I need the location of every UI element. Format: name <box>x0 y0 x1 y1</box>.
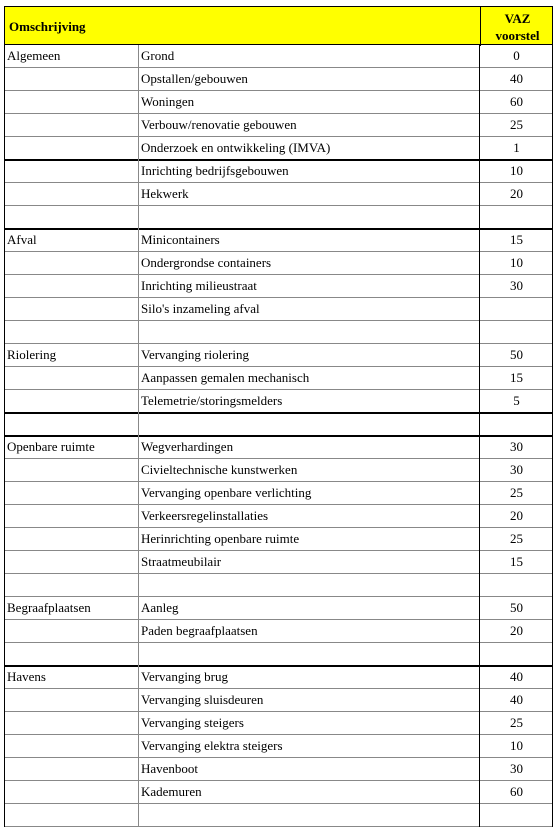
cell-item: Paden begraafplaatsen <box>141 623 258 638</box>
table-row <box>4 459 553 482</box>
table-row <box>4 252 553 275</box>
cell-item: Inrichting bedrijfsgebouwen <box>141 163 289 178</box>
cell-item: Vervanging brug <box>141 669 229 684</box>
header-row <box>4 6 553 45</box>
cell-category: Havens <box>7 669 46 684</box>
cell-value: 10 <box>510 738 523 753</box>
column-divider <box>4 45 5 827</box>
column-divider <box>552 45 553 827</box>
table-row <box>4 114 553 137</box>
table-row <box>4 45 553 68</box>
table-row <box>4 91 553 114</box>
table-row <box>4 804 553 827</box>
cell-category: Afval <box>7 232 37 247</box>
cell-category: Riolering <box>7 347 57 362</box>
table-row <box>4 344 553 367</box>
cell-value: 5 <box>513 393 520 408</box>
table-row <box>4 505 553 528</box>
cell-item: Minicontainers <box>141 232 220 247</box>
cell-item: Herinrichting openbare ruimte <box>141 531 300 546</box>
cell-item: Kademuren <box>141 784 202 799</box>
cell-value: 10 <box>510 163 523 178</box>
table-row <box>4 275 553 298</box>
table-row <box>4 643 553 666</box>
table-row <box>4 390 553 413</box>
table-row <box>4 321 553 344</box>
cell-item: Vervanging openbare verlichting <box>141 485 312 500</box>
table-row <box>4 597 553 620</box>
table-row <box>4 735 553 758</box>
cell-value: 30 <box>510 278 523 293</box>
cell-value: 20 <box>510 508 523 523</box>
cell-value: 60 <box>510 784 523 799</box>
cell-value: 40 <box>510 692 523 707</box>
cell-value: 15 <box>510 232 523 247</box>
table-row <box>4 666 553 689</box>
cell-item: Hekwerk <box>141 186 189 201</box>
cell-category: Openbare ruimte <box>7 439 95 454</box>
cell-item: Inrichting milieustraat <box>141 278 257 293</box>
cell-value: 50 <box>510 600 523 615</box>
cell-value: 30 <box>510 439 523 454</box>
cell-item: Onderzoek en ontwikkeling (IMVA) <box>141 140 331 155</box>
header-vaz-voorstel <box>481 10 554 44</box>
table-row <box>4 137 553 160</box>
cell-value: 30 <box>510 761 523 776</box>
cell-item: Aanpassen gemalen mechanisch <box>141 370 310 385</box>
cell-value: 40 <box>510 71 523 86</box>
table-row <box>4 482 553 505</box>
table-row <box>4 574 553 597</box>
cell-item: Wegverhardingen <box>141 439 234 454</box>
table-row <box>4 781 553 804</box>
cell-item: Silo's inzameling afval <box>141 301 260 316</box>
cell-value: 50 <box>510 347 523 362</box>
table-row <box>4 298 553 321</box>
table-row <box>4 183 553 206</box>
table-row <box>4 551 553 574</box>
cell-item: Civieltechnische kunstwerken <box>141 462 298 477</box>
cell-value: 20 <box>510 186 523 201</box>
table-row <box>4 689 553 712</box>
cell-item: Vervanging sluisdeuren <box>141 692 264 707</box>
cell-item: Verbouw/renovatie gebouwen <box>141 117 297 132</box>
table-row <box>4 758 553 781</box>
table-row <box>4 68 553 91</box>
cell-item: Verkeersregelinstallaties <box>141 508 269 523</box>
cell-value: 25 <box>510 531 523 546</box>
header-vaz-line2: voorstel <box>495 28 540 43</box>
cell-value: 25 <box>510 715 523 730</box>
cell-value: 25 <box>510 117 523 132</box>
header-vaz-line1: VAZ <box>504 11 531 26</box>
cell-value: 10 <box>510 255 523 270</box>
cell-value: 0 <box>513 48 520 63</box>
table-row <box>4 413 553 436</box>
cell-item: Havenboot <box>141 761 199 776</box>
table-row <box>4 620 553 643</box>
table-row <box>4 712 553 735</box>
cell-value: 40 <box>510 669 523 684</box>
table-row <box>4 206 553 229</box>
column-divider <box>479 45 480 827</box>
cell-value: 15 <box>510 554 523 569</box>
cell-item: Opstallen/gebouwen <box>141 71 248 86</box>
cell-value: 1 <box>513 140 520 155</box>
cell-item: Aanleg <box>141 600 179 615</box>
cell-item: Vervanging steigers <box>141 715 244 730</box>
cell-item: Grond <box>141 48 175 63</box>
cell-item: Woningen <box>141 94 195 109</box>
cell-category: Algemeen <box>7 48 61 63</box>
cell-value: 30 <box>510 462 523 477</box>
column-divider <box>138 45 139 827</box>
cell-category: Begraafplaatsen <box>7 600 91 615</box>
table-row <box>4 367 553 390</box>
cell-item: Ondergrondse containers <box>141 255 272 270</box>
header-omschrijving: Omschrijving <box>9 19 86 34</box>
cell-value: 60 <box>510 94 523 109</box>
table-row <box>4 229 553 252</box>
table-row <box>4 528 553 551</box>
cell-value: 20 <box>510 623 523 638</box>
cell-item: Straatmeubilair <box>141 554 222 569</box>
table-row <box>4 436 553 459</box>
table-row <box>4 160 553 183</box>
cell-value: 15 <box>510 370 523 385</box>
row-divider <box>4 826 553 827</box>
cell-item: Telemetrie/storingsmelders <box>141 393 283 408</box>
cell-value: 25 <box>510 485 523 500</box>
cell-item: Vervanging elektra steigers <box>141 738 283 753</box>
cell-item: Vervanging riolering <box>141 347 249 362</box>
